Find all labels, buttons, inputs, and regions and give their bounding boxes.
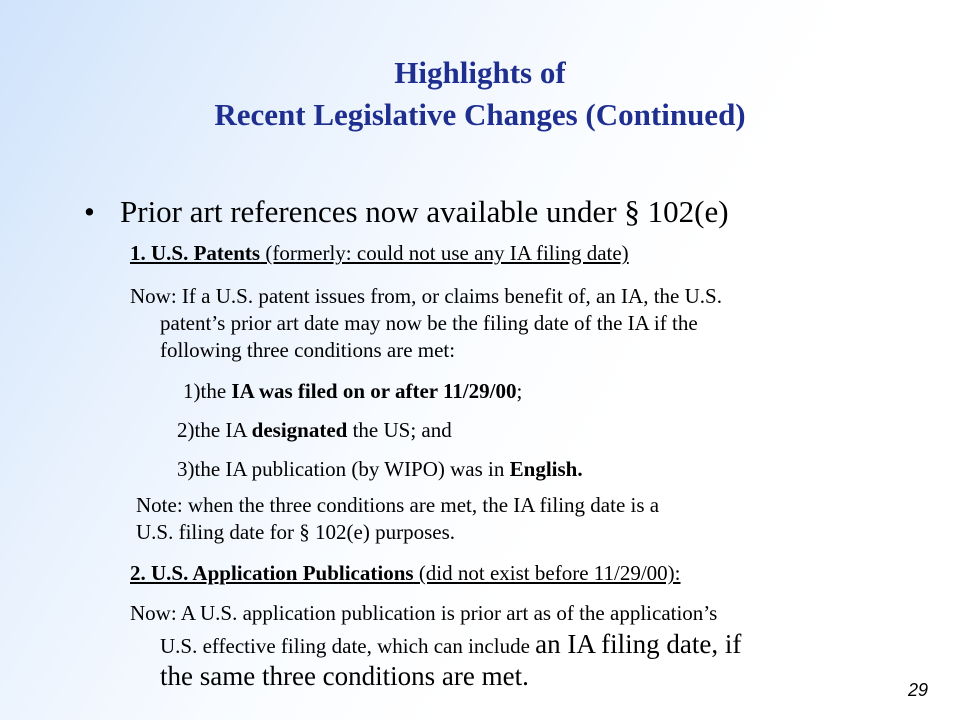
page-number: 29 xyxy=(907,680,928,700)
condition-2 xyxy=(177,417,452,444)
condition-1-prefix: 1)the xyxy=(183,379,232,403)
condition-3-bold: English. xyxy=(509,457,583,481)
title-line-2: Recent Legislative Changes (Continued) xyxy=(214,97,746,132)
section2-now-line1: Now: A U.S. application publication is prior art as of the application’s xyxy=(130,601,718,625)
section2-heading-note: (did not exist before 11/29/00): xyxy=(413,561,681,585)
condition-2-suffix: the US; and xyxy=(347,418,452,442)
condition-3 xyxy=(177,456,583,483)
main-bullet xyxy=(84,192,729,232)
section1-now-line3: following three conditions are met: xyxy=(160,338,456,362)
section1-heading-note: (formerly: could not use any IA filing date) xyxy=(260,241,629,265)
section1-heading xyxy=(130,240,629,267)
condition-1-bold: IA was filed on or after 11/29/00 xyxy=(231,379,517,403)
section2-heading-bold: 2. U.S. Application Publications xyxy=(130,561,414,585)
main-bullet-text: Prior art references now available under § 102(e) xyxy=(120,194,729,229)
section2-now-line2-large: an IA filing date, if xyxy=(535,629,742,659)
section1-heading-bold: 1. U.S. Patents xyxy=(130,241,261,265)
section1-note-line1: Note: when the three conditions are met, the IA filing date is a xyxy=(136,493,660,517)
condition-2-bold: designated xyxy=(251,418,348,442)
title-line-1: Highlights of xyxy=(394,55,566,90)
condition-2-prefix: 2)the IA xyxy=(177,418,252,442)
bullet-dot-icon: • xyxy=(84,194,95,229)
section2-now-line3: the same three conditions are met. xyxy=(160,661,529,691)
slide-title xyxy=(0,52,960,136)
section1-now-line1: Now: If a U.S. patent issues from, or claims benefit of, an IA, the U.S. xyxy=(130,284,722,308)
section2-heading xyxy=(130,560,680,587)
section1-note-line2: U.S. filing date for § 102(e) purposes. xyxy=(136,520,456,544)
section1-now-line2: patent’s prior art date may now be the filing date of the IA if the xyxy=(160,311,698,335)
section2-now-line2 xyxy=(160,627,741,661)
condition-1-suffix: ; xyxy=(516,379,523,403)
condition-3-prefix: 3)the IA publication (by WIPO) was in xyxy=(177,457,510,481)
condition-1 xyxy=(183,378,522,405)
section2-now-line2-small: U.S. effective filing date, which can include xyxy=(160,634,536,658)
